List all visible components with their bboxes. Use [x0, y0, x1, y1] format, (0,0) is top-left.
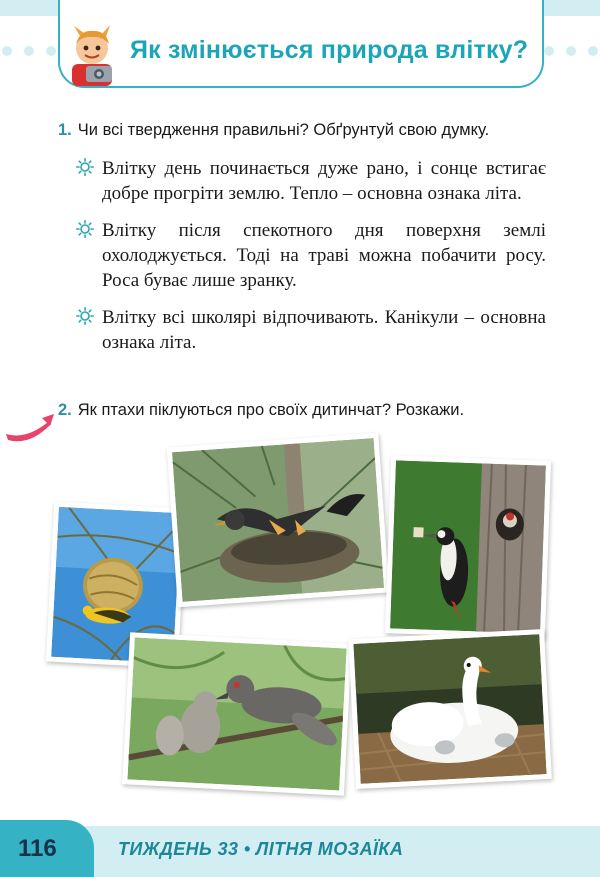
task-2 — [58, 400, 464, 421]
mascot-boy-icon — [62, 24, 124, 88]
statement-item — [76, 218, 546, 293]
statement-list — [76, 156, 546, 367]
footer-week: ТИЖДЕНЬ 33 — [118, 839, 239, 859]
sun-bullet-icon — [76, 220, 94, 238]
header-dots-right — [544, 46, 598, 56]
woodpecker-photo — [385, 455, 551, 638]
statement-text: Влітку день починається дуже рано, і сонце встигає добре прогріти землю. Тепло – основна ознака літа. — [102, 158, 546, 204]
task-2-question: Як птахи піклуються про своїх дитинчат? Розкажи. — [77, 401, 465, 419]
task-2-number: 2. — [58, 401, 72, 419]
pink-arrow-icon — [4, 414, 54, 448]
page-title: Як змінюється природа влітку? — [130, 36, 529, 64]
header-band-left — [0, 0, 58, 16]
blackbird-nest-photo — [167, 433, 390, 607]
statement-item — [76, 305, 546, 355]
task-1-number: 1. — [58, 121, 72, 139]
page-number: 116 — [18, 835, 57, 862]
task-1-question: Чи всі твердження правильні? Обґрунтуй свою думку. — [77, 121, 490, 139]
header-dots-left — [2, 46, 56, 56]
header-band-right — [544, 0, 600, 16]
statement-text: Влітку після спекотного дня поверхня землі охолоджується. Тоді на траві можна побачити росу. Роса буває лише зранку. — [102, 220, 546, 291]
task-1 — [58, 120, 489, 141]
footer-section-label — [118, 839, 403, 860]
statement-item — [76, 156, 546, 206]
bird-feeding-chick-photo — [122, 632, 352, 795]
sun-bullet-icon — [76, 307, 94, 325]
footer-separator: • — [243, 839, 251, 859]
swan-with-cygnets-photo — [348, 629, 552, 789]
sun-bullet-icon — [76, 158, 94, 176]
statement-text: Влітку всі школярі відпочивають. Канікули – основна ознака літа. — [102, 307, 546, 353]
footer-section: ЛІТНЯ МОЗАЇКА — [255, 839, 404, 859]
